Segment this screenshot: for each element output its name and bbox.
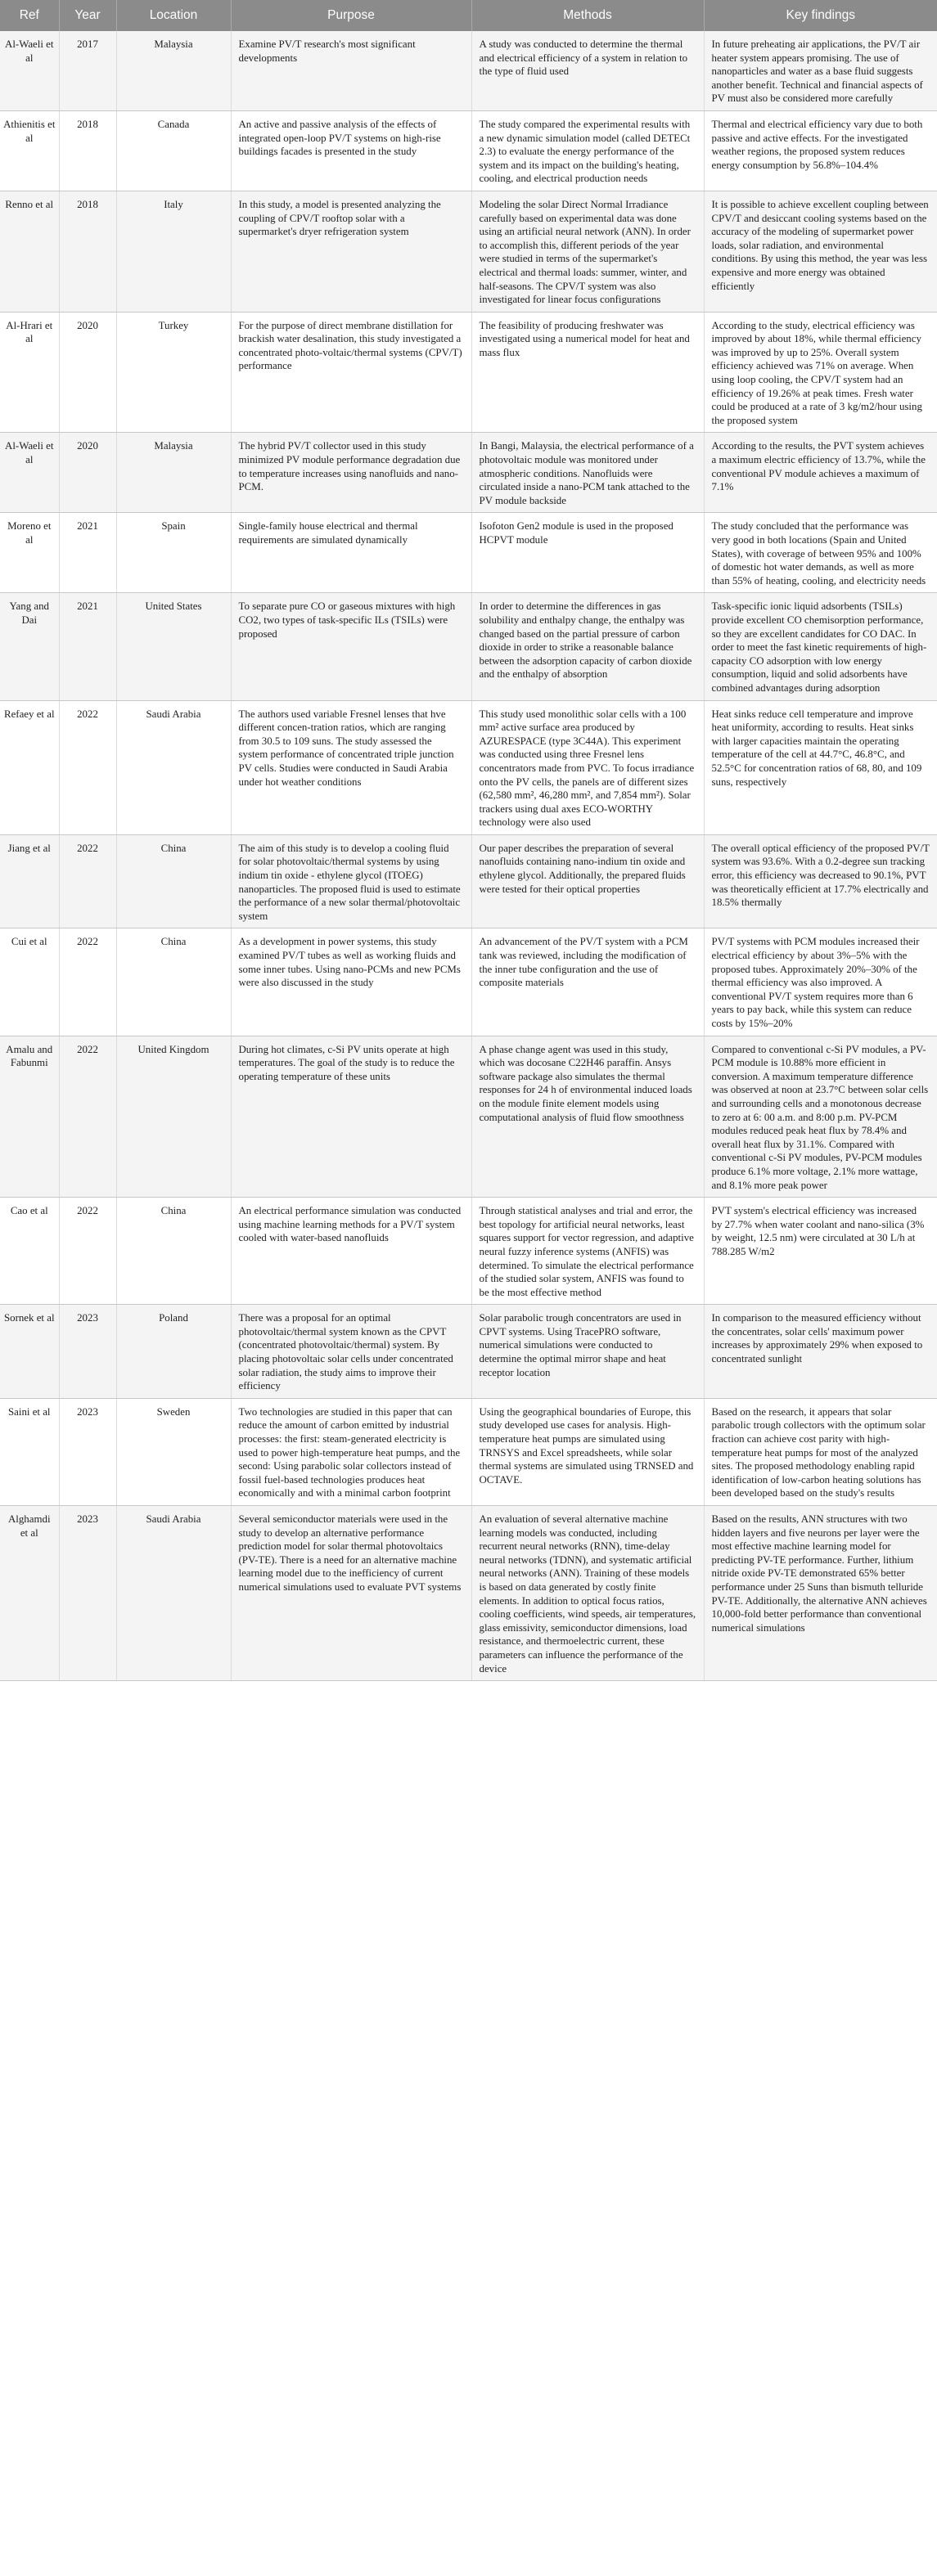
cell-year: 2021 — [59, 593, 116, 700]
header-row — [0, 0, 937, 31]
cell-ref: Al-Waeli et al — [0, 31, 59, 110]
cell-year: 2022 — [59, 1036, 116, 1198]
cell-ref: Jiang et al — [0, 834, 59, 928]
cell-findings: According to the study, electrical efficiency was improved by about 18%, while thermal efficiency was improved by up to 25%. Overall system efficiency achieved was 71% on average. When using loop cooling, the CPV/T system had an efficiency of 19.26% at peak times. Fresh water could be produced at a rate of 3 kg/m2/hour using the proposed system — [704, 312, 937, 433]
cell-purpose: There was a proposal for an optimal photovoltaic/thermal system known as the CPVT (concentrated photovoltaic/thermal) system. By placing photovoltaic solar cells under concentrated solar radiation, the study aims to improve their efficiency — [231, 1305, 471, 1399]
cell-purpose: The aim of this study is to develop a cooling fluid for solar photovoltaic/thermal systems by using indium tin oxide - ethylene glycol (ITOEG) nanoparticles. The proposed fluid is used to estimate the performance of a new solar thermal/photovoltaic system — [231, 834, 471, 928]
cell-ref: Moreno et al — [0, 513, 59, 593]
cell-findings: In future preheating air applications, the PV/T air heater system appears promising. The use of nanoparticles and water as a base fluid suggests another benefit. Technical and financial aspects of PV must also be considered more carefully — [704, 31, 937, 110]
table-row — [0, 31, 937, 110]
cell-ref: Amalu and Fabunmi — [0, 1036, 59, 1198]
cell-methods: An evaluation of several alternative machine learning models was conducted, including recurrent neural networks (RNN), time-delay neural networks (TDNN), and systematic artificial neural networks (ANN). Training of these models is based on data generated by costly finite elements. In addition to optical focus ratios, cooling coefficients, wind speeds, air temperatures, glass emissivity, semiconductor dimensions, load resistance, and thermoelectric current, these parameters can influence the performance of the device — [471, 1506, 704, 1681]
cell-year: 2023 — [59, 1305, 116, 1399]
cell-ref: Renno et al — [0, 191, 59, 312]
table-body — [0, 31, 937, 1681]
cell-findings: Thermal and electrical efficiency vary due to both passive and active effects. For the investigated weather regions, the proposed system reduces energy consumption by 56.8%–104.4% — [704, 110, 937, 191]
cell-year: 2018 — [59, 191, 116, 312]
cell-ref: Refaey et al — [0, 700, 59, 834]
table-header — [0, 0, 937, 31]
cell-location: Poland — [116, 1305, 231, 1399]
cell-findings: Compared to conventional c-Si PV modules, a PV-PCM module is 10.88% more efficient in conversion. A maximum temperature difference was observed at noon at 23.7°C between solar cells and surrounding cells and a monotonous decrease to zero at 6: 00 a.m. and 8:00 p.m. PV-PCM modules reduced peak heat flux by 78.4% and overall heat flux by 31.1%. Compared with conventional c-Si PV modules, PV-PCM modules produce 6.1% more voltage, 2.1% more wattage, and 8.1% more peak power — [704, 1036, 937, 1198]
cell-methods: In Bangi, Malaysia, the electrical performance of a photovoltaic module was monitored under atmospheric conditions. Nanofluids were circulated inside a nano-PCM tank attached to the PV module backside — [471, 433, 704, 513]
table-row — [0, 834, 937, 928]
cell-methods: Through statistical analyses and trial and error, the best topology for artificial neural networks, least squares support for vector regression, and adaptive neural fuzzy inference systems (ANFIS) was determined. To simulate the electrical performance of the studied solar system, ANFIS was found to be the most effective method — [471, 1198, 704, 1305]
table-row — [0, 513, 937, 593]
table-row — [0, 433, 937, 513]
cell-findings: Task-specific ionic liquid adsorbents (TSILs) provide excellent CO chemisorption performance, so they are excellent candidates for CO DAC. In order to meet the fast kinetic requirements of high-capacity CO adsorption with low energy consumption, liquid and solid adsorbents have combined advantages during adsorption — [704, 593, 937, 700]
cell-purpose: Examine PV/T research's most significant developments — [231, 31, 471, 110]
cell-purpose: Single-family house electrical and thermal requirements are simulated dynamically — [231, 513, 471, 593]
table-row — [0, 191, 937, 312]
cell-methods: This study used monolithic solar cells with a 100 mm² active surface area produced by AZURESPACE (type 3C44A). This experiment was conducted using three Fresnel lens concentrators made from PVC. To focus irradiance onto the PV cells, the panels are of different sizes (62,580 mm², 46,280 mm², and 7,854 mm²). Solar trackers using dual axes ECO-WORTHY technology were also used — [471, 700, 704, 834]
cell-findings: Based on the results, ANN structures with two hidden layers and five neurons per layer were the most effective machine learning model for predicting PV-TE performance. Further, lithium nitride oxide PV-TE demonstrated 65% better performance under 25 Suns than bismuth telluride PV-TE. Additionally, the alternative ANN achieves 10,000-fold better performance than conventional numerical simulations — [704, 1506, 937, 1681]
cell-location: Malaysia — [116, 433, 231, 513]
cell-methods: Modeling the solar Direct Normal Irradiance carefully based on experimental data was done using an artificial neural network (ANN). In order to accomplish this, different periods of the year were studied in terms of the supermarket's electrical and thermal loads: summer, winter, and half-seasons. The CPV/T system was also investigated for linear focus configurations — [471, 191, 704, 312]
cell-ref: Cao et al — [0, 1198, 59, 1305]
cell-location: Saudi Arabia — [116, 700, 231, 834]
cell-location: Italy — [116, 191, 231, 312]
cell-location: Turkey — [116, 312, 231, 433]
cell-ref: Sornek et al — [0, 1305, 59, 1399]
cell-findings: The study concluded that the performance was very good in both locations (Spain and United States), with coverage of between 95% and 100% of domestic hot water demands, as well as more than 55% of heating, cooling, and electricity needs — [704, 513, 937, 593]
cell-ref: Alghamdi et al — [0, 1506, 59, 1681]
cell-location: Malaysia — [116, 31, 231, 110]
cell-findings: PVT system's electrical efficiency was increased by 27.7% when water coolant and nano-silica (3% by weight, 12.5 nm) were circulated at 30 L/h at 788.285 W/m2 — [704, 1198, 937, 1305]
cell-location: China — [116, 834, 231, 928]
cell-findings: Heat sinks reduce cell temperature and improve heat uniformity, according to results. Heat sinks with larger capacities maintain the operating temperature of the cell at 44.7°C, 46.8°C, and 52.5°C for concentration ratios of 68, 80, and 109 suns, respectively — [704, 700, 937, 834]
cell-location: Saudi Arabia — [116, 1506, 231, 1681]
header-purpose: Purpose — [231, 0, 471, 31]
cell-purpose: Several semiconductor materials were used in the study to develop an alternative performance prediction model for solar thermal photovoltaics (PV-TE). There is a need for an alternative machine learning model due to the inefficiency of current numerical simulations used to evaluate PVT systems — [231, 1506, 471, 1681]
table-row — [0, 110, 937, 191]
cell-location: China — [116, 1198, 231, 1305]
cell-findings: It is possible to achieve excellent coupling between CPV/T and desiccant cooling systems based on the accuracy of the modeling of supermarket power loads, solar radiation, and environmental conditions. By using this method, the year was less expensive and more energy was obtained efficiently — [704, 191, 937, 312]
table-row — [0, 1036, 937, 1198]
table-row — [0, 1506, 937, 1681]
cell-year: 2018 — [59, 110, 116, 191]
cell-purpose: An electrical performance simulation was conducted using machine learning methods for a PV/T system cooled with water-based nanofluids — [231, 1198, 471, 1305]
cell-methods: An advancement of the PV/T system with a PCM tank was reviewed, including the modification of the inner tube configuration and the use of composite materials — [471, 928, 704, 1036]
cell-location: Canada — [116, 110, 231, 191]
cell-findings: Based on the research, it appears that solar parabolic trough collectors with the optimum solar fraction can achieve cost parity with high-temperature heat pumps for most of the analyzed sites. The proposed methodology enabling rapid identification of low-carbon heating solutions has been developed based on the study's results — [704, 1398, 937, 1505]
cell-ref: Yang and Dai — [0, 593, 59, 700]
header-year: Year — [59, 0, 116, 31]
cell-location: China — [116, 928, 231, 1036]
cell-methods: A phase change agent was used in this study, which was docosane C22H46 paraffin. Ansys software package also simulates the thermal responses for 24 h of environmental induced loads on the module finite element models using computational analysis of fluid flow smoothness — [471, 1036, 704, 1198]
cell-year: 2023 — [59, 1398, 116, 1505]
cell-methods: The feasibility of producing freshwater was investigated using a numerical model for heat and mass flux — [471, 312, 704, 433]
cell-methods: Using the geographical boundaries of Europe, this study developed use cases for analysis. High-temperature heat pumps are simulated using TRNSYS and Excel spreadsheets, while solar thermal systems are simulated using TRNSED and OCTAVE. — [471, 1398, 704, 1505]
cell-purpose: In this study, a model is presented analyzing the coupling of CPV/T rooftop solar with a supermarket's dryer refrigeration system — [231, 191, 471, 312]
cell-ref: Athienitis et al — [0, 110, 59, 191]
cell-methods: Solar parabolic trough concentrators are used in CPVT systems. Using TracePRO software, numerical simulations were conducted to determine the optimal mirror shape and heat receptor location — [471, 1305, 704, 1399]
cell-findings: The overall optical efficiency of the proposed PV/T system was 93.6%. With a 0.2-degree sun tracking error, this efficiency was decreased to 90.1%, PVT was theoretically efficient at 17.7% electrically and 18.5% thermally — [704, 834, 937, 928]
cell-methods: Our paper describes the preparation of several nanofluids containing nano-indium tin oxide and ethylene glycol. Additionally, the prepared fluids were tested for their optical properties — [471, 834, 704, 928]
cell-location: United Kingdom — [116, 1036, 231, 1198]
cell-location: Sweden — [116, 1398, 231, 1505]
cell-findings: In comparison to the measured efficiency without the concentrates, solar cells' maximum power increases by approximately 29% when exposed to concentrated sunlight — [704, 1305, 937, 1399]
table-row — [0, 700, 937, 834]
header-location: Location — [116, 0, 231, 31]
table-row — [0, 1198, 937, 1305]
table-row — [0, 312, 937, 433]
cell-year: 2021 — [59, 513, 116, 593]
cell-purpose: Two technologies are studied in this paper that can reduce the amount of carbon emitted by industrial processes: the first: steam-generated electricity is used to power high-temperature heat pumps, and the second: Using parabolic solar collectors instead of fossil fuel-based technologies produces heat economically and with a minimal carbon footprint — [231, 1398, 471, 1505]
cell-purpose: As a development in power systems, this study examined PV/T tubes as well as working fluids and some inner tubes. Using nano-PCMs and new PCMs were also discussed in the study — [231, 928, 471, 1036]
cell-year: 2020 — [59, 312, 116, 433]
cell-findings: According to the results, the PVT system achieves a maximum electric efficiency of 13.7%, while the conventional PV module achieves a maximum of 7.1% — [704, 433, 937, 513]
table-row — [0, 1305, 937, 1399]
cell-ref: Saini et al — [0, 1398, 59, 1505]
cell-location: United States — [116, 593, 231, 700]
cell-methods: In order to determine the differences in gas solubility and enthalpy change, the enthalpy was changed based on the partial pressure of carbon dioxide in order to strike a reasonable balance between the adsorption capacity of carbon dioxide and the enthalpy of absorption — [471, 593, 704, 700]
cell-methods: A study was conducted to determine the thermal and electrical efficiency of a system in relation to the type of fluid used — [471, 31, 704, 110]
table-row — [0, 593, 937, 700]
cell-purpose: During hot climates, c-Si PV units operate at high temperatures. The goal of the study is to reduce the operating temperature of these units — [231, 1036, 471, 1198]
cell-purpose: An active and passive analysis of the effects of integrated open-loop PV/T systems on high-rise buildings facades is presented in the study — [231, 110, 471, 191]
cell-ref: Al-Hrari et al — [0, 312, 59, 433]
cell-year: 2022 — [59, 1198, 116, 1305]
cell-purpose: For the purpose of direct membrane distillation for brackish water desalination, this study investigated a concentrated photo-voltaic/thermal systems (CPV/T) performance — [231, 312, 471, 433]
header-methods: Methods — [471, 0, 704, 31]
cell-ref: Cui et al — [0, 928, 59, 1036]
cell-methods: Isofoton Gen2 module is used in the proposed HCPVT module — [471, 513, 704, 593]
table-row — [0, 928, 937, 1036]
cell-location: Spain — [116, 513, 231, 593]
cell-year: 2020 — [59, 433, 116, 513]
cell-year: 2022 — [59, 700, 116, 834]
cell-ref: Al-Waeli et al — [0, 433, 59, 513]
cell-findings: PV/T systems with PCM modules increased their electrical efficiency by about 3%–5% with the proposed tubes. Approximately 20%–30% of the thermal efficiency was also improved. A conventional PV/T system requires more than 6 years to pay back, while this system can reduce costs by 15%–20% — [704, 928, 937, 1036]
cell-methods: The study compared the experimental results with a new dynamic simulation model (called DETECt 2.3) to evaluate the energy performance of the system and its impact on the building's heating, cooling, and electrical production needs — [471, 110, 704, 191]
header-ref: Ref — [0, 0, 59, 31]
cell-purpose: The authors used variable Fresnel lenses that hve different concen-tration ratios, which are ranging from 30.5 to 109 suns. The study assessed the system performance of concentrated triple junction PV cells. Studies were conducted in Saudi Arabia under hot weather conditions — [231, 700, 471, 834]
cell-year: 2017 — [59, 31, 116, 110]
cell-year: 2022 — [59, 834, 116, 928]
cell-purpose: To separate pure CO or gaseous mixtures with high CO2, two types of task-specific ILs (TSILs) were proposed — [231, 593, 471, 700]
cell-year: 2022 — [59, 928, 116, 1036]
cell-purpose: The hybrid PV/T collector used in this study minimized PV module performance degradation due to temperature increases using nanofluids and nano-PCM. — [231, 433, 471, 513]
header-key-findings: Key findings — [704, 0, 937, 31]
cell-year: 2023 — [59, 1506, 116, 1681]
table-row — [0, 1398, 937, 1505]
